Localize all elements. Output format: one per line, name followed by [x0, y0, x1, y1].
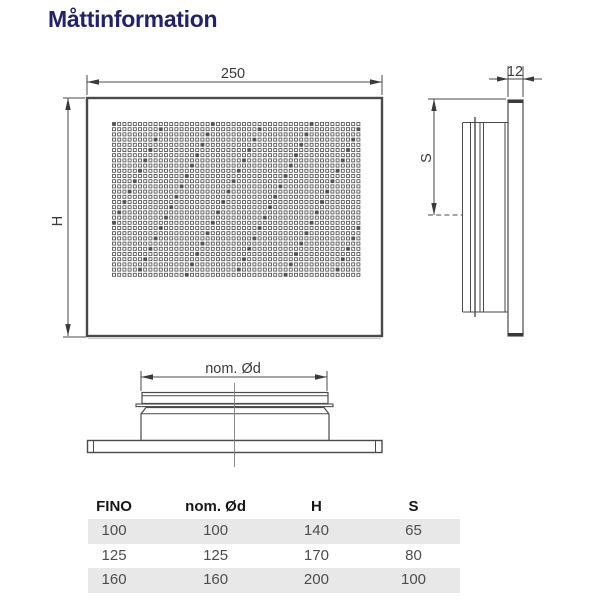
- table-cell: 170: [303, 546, 329, 564]
- offset-dim-label: S: [419, 153, 435, 163]
- dimension-height: [50, 98, 86, 337]
- arrow-down: [65, 324, 70, 336]
- depth-dim-label: 12: [506, 64, 524, 80]
- side-plate-bottom-cap: [508, 333, 523, 336]
- arrow-up: [431, 99, 436, 111]
- column-header-h: H: [310, 498, 322, 515]
- table-body: [88, 519, 460, 593]
- table-cell: 65: [405, 522, 422, 539]
- arrow-down: [431, 203, 436, 215]
- arrow-right: [315, 374, 327, 379]
- table-cell: 160: [203, 571, 229, 588]
- diameter-dim-label: nom. Ød: [205, 361, 261, 377]
- arrow-left: [87, 79, 99, 84]
- arrow-left: [141, 374, 153, 379]
- bottom-view: [88, 383, 383, 467]
- dimension-depth: [489, 64, 542, 97]
- table-row: [88, 568, 460, 593]
- table-cell: 125: [203, 546, 229, 564]
- front-view: [87, 98, 382, 339]
- table-cell: 80: [405, 546, 422, 564]
- page-title: Måttinformation: [48, 6, 218, 32]
- table-cell: 100: [101, 522, 127, 539]
- table-row: [88, 544, 460, 569]
- column-header-s: S: [408, 498, 419, 515]
- table-cell: 140: [303, 522, 329, 539]
- table-header-row: [88, 494, 460, 519]
- table-cell: 200: [303, 571, 329, 588]
- width-dim-label: 250: [220, 66, 246, 82]
- height-dim-label: H: [50, 215, 66, 227]
- table-cell: 100: [400, 571, 427, 588]
- side-plate: [508, 100, 523, 336]
- dimension-table: [88, 494, 460, 593]
- column-header-fino: FINO: [96, 498, 132, 515]
- arrow-up: [65, 98, 70, 110]
- spigot-body: [141, 408, 329, 441]
- table-row: [88, 519, 460, 544]
- table-cell: 100: [203, 522, 229, 539]
- side-view: [463, 100, 524, 336]
- column-header-nomd: nom. Ød: [185, 498, 247, 515]
- arrow-right: [370, 79, 382, 84]
- table-cell: 125: [101, 546, 127, 564]
- spigot-top: [142, 393, 328, 404]
- table-cell: 160: [101, 571, 127, 588]
- arrow-left: [523, 76, 534, 81]
- dimension-diameter: [141, 361, 327, 391]
- side-plate-top-cap: [508, 100, 523, 103]
- dimension-width: [87, 66, 382, 95]
